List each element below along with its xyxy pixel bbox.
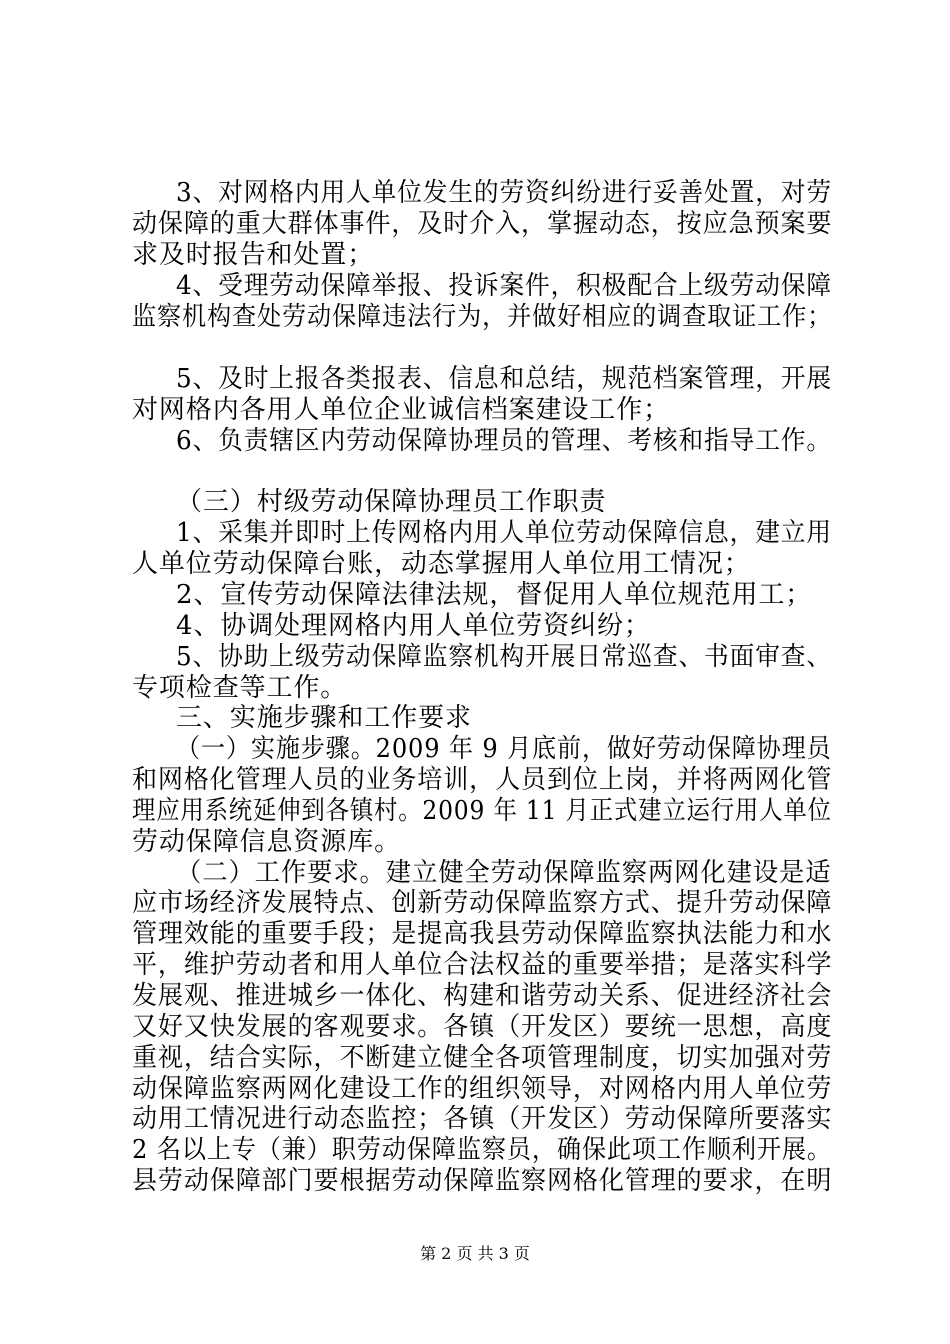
page-number-footer: 第 2 页 共 3 页 [420,1244,530,1263]
paragraph-line: 又好又快发展的客观要求。各镇（开发区）要统一思想，高度 [132,1012,833,1042]
paragraph-line: 管理效能的重要手段；是提高我县劳动保障监察执法能力和水 [132,919,833,949]
paragraph-line: 劳动保障信息资源库。 [132,827,402,857]
paragraph-line: 应市场经济发展特点、创新劳动保障监察方式、提升劳动保障 [132,888,833,918]
paragraph-line: 专项检查等工作。 [132,673,348,703]
paragraph-line: 县劳动保障部门要根据劳动保障监察网格化管理的要求，在明 [132,1166,833,1196]
section-heading: 三、实施步骤和工作要求 [176,703,472,733]
paragraph-line: 3、对网格内用人单位发生的劳资纠纷进行妥善处置，对劳 [176,178,832,208]
paragraph-line: 4、协调处理网格内用人单位劳资纠纷； [176,611,651,641]
paragraph-line: 1、采集并即时上传网格内用人单位劳动保障信息，建立用 [176,518,832,548]
paragraph-line: 人单位劳动保障台账，动态掌握用人单位用工情况； [132,549,751,579]
paragraph-line: 监察机构查处劳动保障违法行为，并做好相应的调查取证工作； [132,302,833,332]
paragraph-line: 重视，结合实际，不断建立健全各项管理制度，切实加强对劳 [132,1043,833,1073]
paragraph-line: 6、负责辖区内劳动保障协理员的管理、考核和指导工作。 [176,426,832,456]
paragraph-line: 求及时报告和处置； [132,240,375,270]
paragraph-line: 平，维护劳动者和用人单位合法权益的重要举措；是落实科学 [132,950,833,980]
paragraph-line: 动保障监察两网化建设工作的组织领导，对网格内用人单位劳 [132,1074,833,1104]
paragraph-line: 对网格内各用人单位企业诚信档案建设工作； [132,395,671,425]
paragraph-line: 4、受理劳动保障举报、投诉案件，积极配合上级劳动保障 [176,271,832,301]
paragraph-line: （一）实施步骤。2009 年 9 月底前，做好劳动保障协理员 [176,734,832,764]
section-heading: （三）村级劳动保障协理员工作职责 [176,487,607,517]
paragraph-line: 2、宣传劳动保障法律法规，督促用人单位规范用工； [176,580,813,610]
paragraph-line: （二）工作要求。建立健全劳动保障监察两网化建设是适 [176,858,832,888]
paragraph-line: 5、协助上级劳动保障监察机构开展日常巡查、书面审查、 [176,642,832,672]
paragraph-line: 5、及时上报各类报表、信息和总结，规范档案管理，开展 [176,364,832,394]
paragraph-line: 动用工情况进行动态监控；各镇（开发区）劳动保障所要落实 [132,1104,833,1134]
paragraph-line: 2 名以上专（兼）职劳动保障监察员，确保此项工作顺利开展。 [132,1135,832,1165]
paragraph-line: 发展观、推进城乡一体化、构建和谐劳动关系、促进经济社会 [132,981,833,1011]
paragraph-line: 动保障的重大群体事件，及时介入，掌握动态，按应急预案要 [132,209,833,239]
paragraph-line: 和网格化管理人员的业务培训，人员到位上岗，并将两网化管 [132,765,833,795]
paragraph-line: 理应用系统延伸到各镇村。2009 年 11 月正式建立运行用人单位 [132,796,832,826]
